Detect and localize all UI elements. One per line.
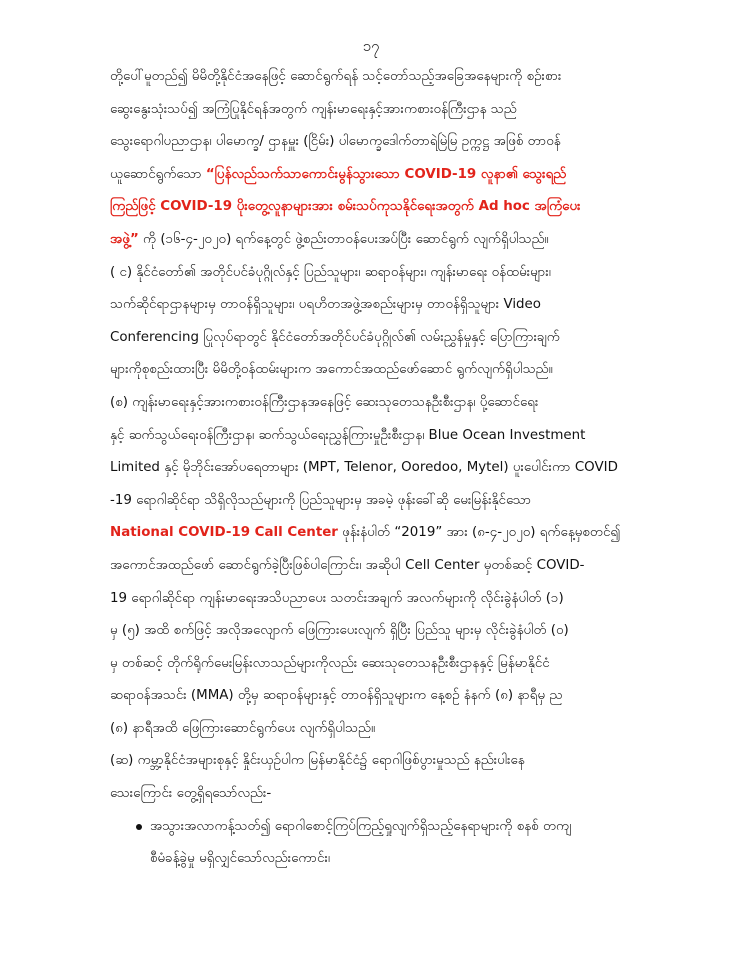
paragraph-s-line: (၈) နာရီအထိ ဖြေကြားဆောင်ရွက်ပေး လျက်ရှိပါသည်။ [110,720,376,736]
paragraph-z-line: (ဆ) ကမ္ဘာ့နိုင်ငံအများစုနှင့် နှိုင်းယှဉ်ပါက မြန်မာနိုင်ငံ၌ ရောဂါဖြစ်ပွားမှုသည် နည်းပါးနေ [110,753,525,769]
call-center-line [110,517,637,550]
body-line: သွေးရောဂါပညာဌာန၊ ပါမောက္ခ/ ဌာနမှူး (ငြိမ်း) ပါမောက္ခဒေါက်တာရဲမြဲမြ ဥက္ကဋ္ဌ အဖြစ် တာဝန် [110,134,561,150]
paragraph-s-line: နှင့် ဆက်သွယ်ရေးဝန်ကြီးဌာန၊ ဆက်သွယ်ရေးညွှန်ကြားမှုဦးစီးဌာန၊ Blue Ocean Investment [110,427,586,443]
paragraph-c-line: Conferencing ပြုလုပ်ရာတွင် နိုင်ငံတော်အတိုင်ပင်ခံပုဂ္ဂိုလ်၏ လမ်းညွှန်မှုနှင့် ပြောကြားချက် [110,329,560,345]
paragraph-s-line: မှ (၅) အထိ စက်ဖြင့် အလိုအလျောက် ဖြေကြားပေးလျက် ရှိပြီး ပြည်သူ များမှ လိုင်းခွဲနံပါတ် (၀) [110,623,569,639]
paragraph-s-line: မှ တစ်ဆင့် တိုက်ရိုက်မေးမြန်းလာသည်များကိုလည်း ဆေးသုတေသနဦးစီးဌာနနှင့် မြန်မာနိုင်ငံ [110,655,550,671]
bullet-text: စီမံခန့်ခွဲမှု မရှိလျှင်သော်လည်းကောင်း၊ [150,851,330,867]
committee-name-part-2: ကြည်ဖြင့် COVID-19 ပိုးတွေ့လူနာများအား စမ်းသပ်ကုသနိုင်ရေးအတွက် Ad hoc အကြံပေး [110,199,581,215]
highlight-line [110,224,637,257]
bullet-text: အသွားအလာကန့်သတ်၍ ရောဂါစောင့်ကြပ်ကြည့်ရှုလျက်ရှိသည့်နေရာများကို စနစ် တကျ [150,818,572,834]
paragraph-s-line: Limited နှင့် မိုဘိုင်းအော်ပရေတာများ (MPT, Telenor, Ooredoo, Mytel) ပူးပေါင်းကာ COVID [110,460,618,476]
paragraph-s-line: အကောင်အထည်ဖော် ဆောင်ရွက်ခဲ့ပြီးဖြစ်ပါကြောင်း၊ အဆိုပါ Cell Center မှတစ်ဆင့် COVID- [110,557,585,573]
highlight-line [110,159,637,192]
paragraph-c-line: များကိုစုစည်းထားပြီး မိမိတို့ဝန်ထမ်းများက အကောင်အထည်ဖော်ဆောင် ရွက်လျက်ရှိပါသည်။ [110,362,553,378]
bullet-item [110,811,637,844]
document-body [110,61,637,876]
committee-name-part-3: အဖွဲ့” [110,231,139,247]
body-line: ဆွေးနွေးသုံးသပ်၍ အကြံပြုနိုင်ရန်အတွက် ကျန်းမာရေးနှင့်အားကစားဝန်ကြီးဌာန သည် [110,101,517,117]
paragraph-s-line: (စ) ကျန်းမာရေးနှင့်အားကစားဝန်ကြီးဌာနအနေဖြင့် ဆေးသုတေသနဦးစီးဌာန၊ ပို့ဆောင်ရေး [110,394,539,410]
line-suffix: ကို (၁၆-၄-၂၀၂၀) ရက်နေ့တွင် ဖွဲ့စည်းတာဝန်ပေးအပ်ပြီး ဆောင်ရွက် လျက်ရှိပါသည်။ [138,231,549,247]
paragraph-z-line: သေးကြောင်း တွေ့ရှိရသော်လည်း- [110,786,272,802]
page-number: ၁၇ [362,37,380,55]
paragraph-s-line: 19 ရောဂါဆိုင်ရာ ကျန်းမာရေးအသိပညာပေး သတင်းအချက် အလက်များကို လိုင်းခွဲနံပါတ် (၁) [110,590,564,606]
call-center-name: National COVID-19 Call Center [110,525,338,541]
bullet-continuation [110,843,637,876]
paragraph-c-line: သက်ဆိုင်ရာဌာနများမှ တာဝန်ရှိသူများ၊ ပရဟိတအဖွဲ့အစည်းများမှ တာဝန်ရှိသူများ Video [110,297,541,313]
line-prefix: ယူဆောင်ရွက်သော [110,166,206,182]
highlight-line [110,191,637,224]
paragraph-c-line: ( င) နိုင်ငံတော်၏ အတိုင်ပင်ခံပုဂ္ဂိုလ်နှင့် ပြည်သူများ၊ ဆရာဝန်များ၊ ကျန်းမာရေး ဝန်ထမ်းများ၊ [110,264,551,280]
body-line: တို့ပေါ်မူတည်၍ မိမိတို့နိုင်ငံအနေဖြင့် ဆောင်ရွက်ရန် သင့်တော်သည့်အခြေအနေများကို စဉ်းစား [110,69,562,84]
bullet-dot-icon [136,824,142,830]
committee-name-part-1: “ပြန်လည်သက်သာကောင်းမွန်သွားသော COVID-19 လူနာ၏ သွေးရည် [205,166,567,182]
paragraph-s-line: -19 ရောဂါဆိုင်ရာ သိရှိလိုသည်များကို ပြည်သူများမှ အခမဲ့ ဖုန်းခေါ်ဆို မေးမြန်းနိုင်သော [110,492,532,508]
call-center-details: ဖုန်းနံပါတ် “2019” အား (၈-၄-၂၀၂၀) ရက်နေ့မှစတင်၍ [337,525,621,541]
paragraph-s-line: ဆရာဝန်အသင်း (MMA) တို့မှ ဆရာဝန်များနှင့် တာဝန်ရှိသူများက နေ့စဉ် နံနက် (၈) နာရီမှ ည [110,688,563,704]
